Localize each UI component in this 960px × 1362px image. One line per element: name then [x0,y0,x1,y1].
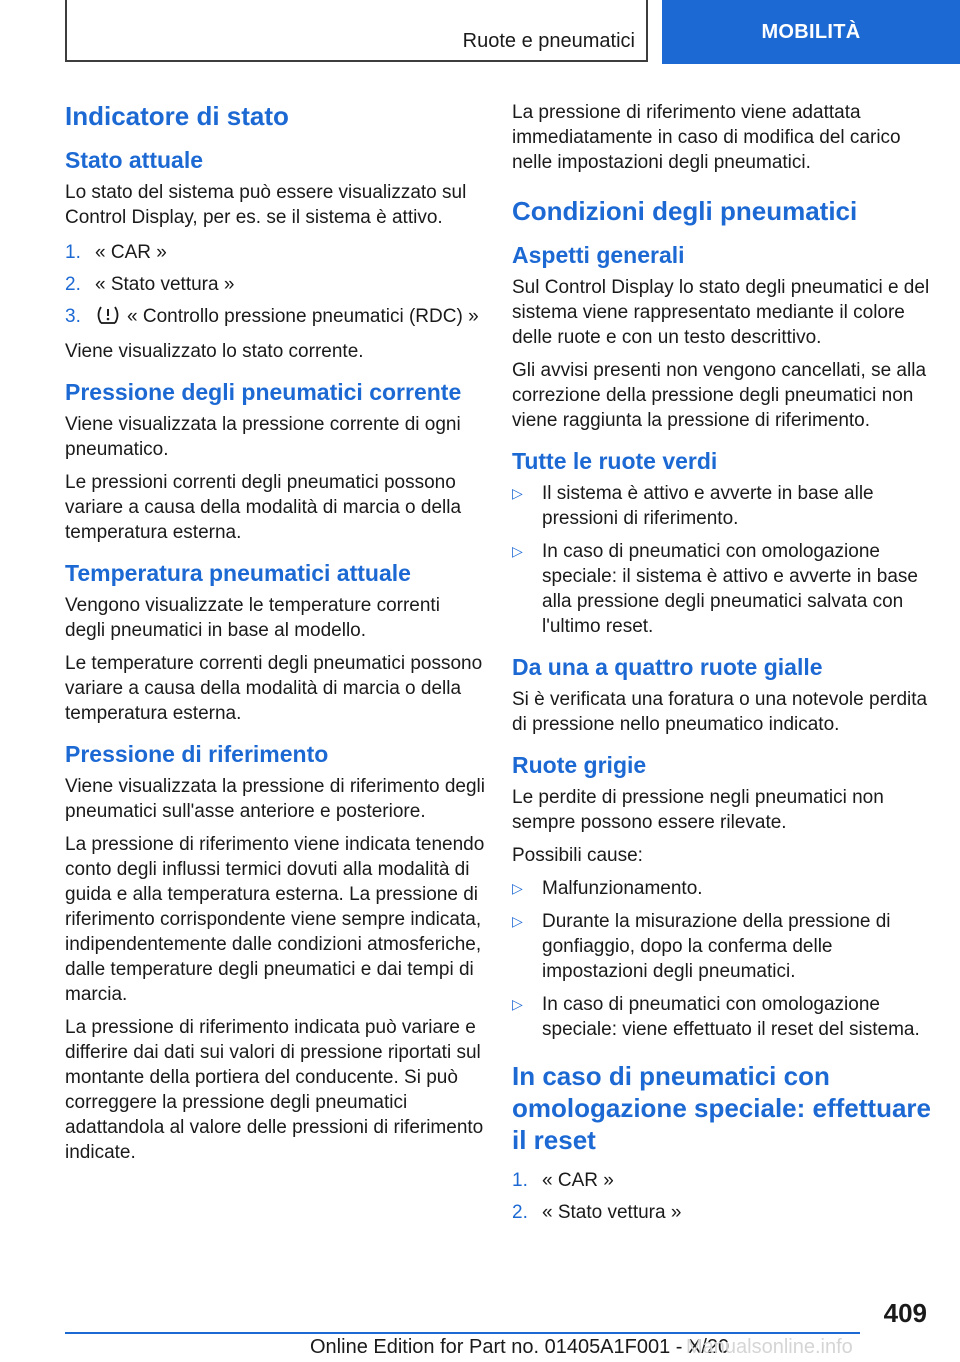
step-item [512,1168,932,1193]
step-item [512,1200,932,1225]
list-item-text: In caso di pneumatici con omologazione speciale: il sistema è attivo e avverte in base alla pressione degli pneumatici salvata con l'ultimo reset. [542,541,918,637]
list-item [512,909,932,984]
paragraph-pressione-2: Le pressioni correnti degli pneumatici possono variare a causa della modalità di marcia o della temperatura esterna. [65,472,462,543]
steps-list-stato [65,240,485,329]
step-text: « Stato vettura » [542,1202,682,1223]
bullet-list-verdi [512,481,932,639]
list-item [512,539,932,639]
paragraph-stato: Lo stato del sistema può essere visualizzato sul Control Display, per es. se il sistema è attivo. [65,182,467,228]
paragraph-viene-visualizzato: Viene visualizzato lo stato corrente. [65,341,364,362]
paragraph-grigie-2: Possibili cause: [512,845,643,866]
step-item [65,272,485,297]
paragraph-riferimento-1: Viene visualizzata la pressione di riferimento degli pneumatici sull'asse anteriore e posteriore. [65,776,485,822]
bullet-list-grigie [512,876,932,1042]
paragraph-pressione-1: Viene visualizzata la pressione corrente di ogni pneumatico. [65,414,461,460]
list-item [512,481,932,531]
heading-condizioni-pneumatici: Condizioni degli pneumatici [512,196,858,226]
heading-ruote-verdi: Tutte le ruote verdi [512,448,718,474]
list-item-text: In caso di pneumatici con omologazione speciale: viene effettuato il reset del sistema. [542,994,920,1040]
step-number: 2. [512,1202,528,1223]
paragraph-temperatura-1: Vengono visualizzate le temperature correnti degli pneumatici in base al modello. [65,595,440,641]
triangle-right-icon: ▷ [512,485,523,501]
step-number: 1. [512,1170,528,1191]
steps-list-reset [512,1168,932,1225]
triangle-right-icon: ▷ [512,880,523,896]
heading-ruote-gialle: Da una a quattro ruote gialle [512,654,823,680]
step-text: « CAR » [95,242,167,263]
page-number: 409 [883,1298,927,1328]
paragraph-intro: La pressione di riferimento viene adattata immediatamente in caso di modifica del carico nelle impostazioni degli pneumatici. [512,102,901,173]
header-section-title: Ruote e pneumatici [462,30,635,52]
list-item [512,992,932,1042]
footer-divider [65,1332,860,1334]
paragraph-aspetti-2: Gli avvisi presenti non vengono cancellati, se alla correzione della pressione degli pneumatici non viene raggiunta la pressione di riferimento. [512,360,927,431]
paragraph-riferimento-3: La pressione di riferimento indicata può variare e differire dai dati sui valori di pressione riportati sul montante della portiera del conducente. Si può correggere la pressione degli pneumatici adattandola al valore delle pressioni di riferimento indicate. [65,1017,484,1163]
paragraph-riferimento-2: La pressione di riferimento viene indicata tenendo conto degli influssi termici dovuti alla modalità di guida e alla temperatura esterna. La pressione di riferimento corrispondente viene sempre indicata, indipendentemente dalle condizioni atmosferiche, dalle temperature degli pneumatici e dai tempi di marcia. [65,834,485,1005]
heading-stato-attuale: Stato attuale [65,147,204,173]
heading-pressione-riferimento: Pressione di riferimento [65,741,329,767]
paragraph-grigie-1: Le perdite di pressione negli pneumatici non sempre possono essere rilevate. [512,787,884,833]
heading-ruote-grigie: Ruote grigie [512,752,647,778]
heading-pressione-corrente: Pressione degli pneumatici corrente [65,379,462,405]
list-item-text: Durante la misurazione della pressione di gonfiaggio, dopo la conferma delle impostazioni degli pneumatici. [542,911,891,982]
step-item [65,240,485,265]
heading-omologazione-speciale: In caso di pneumatici con omologazione speciale: effettuare il reset [512,1061,931,1155]
paragraph-gialle: Si è verificata una foratura o una notevole perdita di pressione nello pneumatico indicato. [512,689,928,735]
list-item-text: Malfunzionamento. [542,878,703,899]
heading-aspetti-generali: Aspetti generali [512,242,685,268]
paragraph-temperatura-2: Le temperature correnti degli pneumatici possono variare a causa della modalità di marcia o della temperatura esterna. [65,653,483,724]
list-item [512,876,932,901]
step-item [65,304,485,329]
list-item-text: Il sistema è attivo e avverte in base alle pressioni di riferimento. [542,483,874,529]
step-number: 3. [65,306,81,327]
step-number: 2. [65,274,81,295]
tire-pressure-warning-icon [95,304,121,326]
paragraph-aspetti-1: Sul Control Display lo stato degli pneumatici e del sistema viene rappresentato mediante il colore delle ruote e con un testo descrittivo. [512,277,930,348]
right-column [512,100,932,1235]
step-text: « Controllo pressione pneumatici (RDC) » [127,306,479,327]
triangle-right-icon: ▷ [512,543,523,559]
left-column [65,100,485,1173]
step-text: « Stato vettura » [95,274,235,295]
watermark: Manualsonline.info [686,1336,853,1358]
header-chapter-tab[interactable]: MOBILITÀ [662,0,960,64]
triangle-right-icon: ▷ [512,996,523,1012]
heading-temperatura: Temperatura pneumatici attuale [65,560,411,586]
step-text: « CAR » [542,1170,614,1191]
triangle-right-icon: ▷ [512,913,523,929]
step-number: 1. [65,242,81,263]
heading-indicatore-di-stato: Indicatore di stato [65,101,289,131]
footer-edition: Online Edition for Part no. 01405A1F001 - X/20 [310,1336,730,1358]
